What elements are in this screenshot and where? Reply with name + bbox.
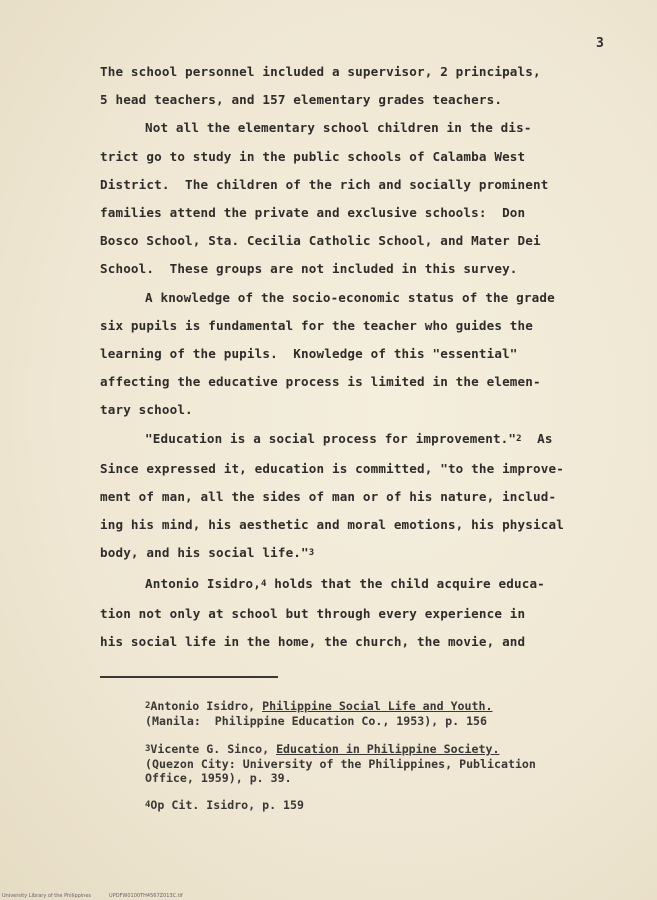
footnote [100, 700, 640, 729]
text-line: District. The children of the rich and socially prominent [100, 176, 549, 192]
footer-library: University Library of the Philippines [2, 893, 92, 899]
text-fragment: holds that the child acquire educa- [266, 575, 545, 591]
text-line: Since expressed it, education is committed, "to the improve- [100, 460, 564, 476]
text-line: The school personnel included a supervisor, 2 principals, [100, 64, 541, 79]
footnote-publication: Office, 1959), p. 39. [145, 770, 292, 785]
footnote-author: Antonio Isidro, [150, 699, 263, 713]
text-line [100, 425, 640, 455]
scan-footer [2, 893, 201, 899]
footnote-author: Vicente G. Sinco, [150, 741, 277, 756]
text-line: his social life in the home, the church, the movie, and [100, 634, 526, 650]
footnote-title: Philippine Social Life and Youth. [262, 699, 493, 713]
footnote [100, 743, 640, 785]
footer-code: UPDFW0100TH4567Z013C.tif [109, 893, 183, 899]
text-line: tion not only at school but through every experience in [100, 605, 526, 621]
footnotes [100, 700, 640, 828]
text-line: ment of man, all the sides of man or of his nature, includ- [100, 489, 557, 505]
footnote-number: 2 [145, 701, 151, 711]
footnote-number: 4 [145, 800, 151, 811]
text-fragment: As [521, 430, 553, 446]
text-line: ing his mind, his aesthetic and moral emotions, his physical [100, 517, 564, 533]
text-line [100, 539, 640, 569]
text-line: affecting the educative process is limited in the elemen- [100, 374, 541, 390]
footnote-number: 3 [145, 743, 151, 754]
text-line: trict go to study in the public schools of Calamba West [100, 148, 526, 164]
footnote-publication: (Manila: Philippine Education Co., 1953), p. 156 [145, 714, 488, 729]
text-line: tary school. [100, 402, 193, 418]
text-line: Not all the elementary school children in the dis- [145, 120, 532, 136]
text-line: families attend the private and exclusive schools: Don [100, 205, 526, 221]
text-line: learning of the pupils. Knowledge of this "essential" [100, 346, 518, 362]
text-fragment: Antonio Isidro, [145, 575, 261, 591]
footnote-ref: 4 [260, 578, 267, 589]
footnote [100, 799, 640, 814]
footnote-text: Op Cit. Isidro, p. 159 [150, 798, 304, 813]
text-line: School. These groups are not included in this survey. [100, 261, 518, 277]
footnote-ref: 2 [516, 433, 522, 444]
text-line: 5 head teachers, and 157 elementary grades teachers. [100, 92, 503, 108]
footnote-title: Education in Philippine Society. [276, 741, 500, 756]
footnote-ref: 3 [308, 548, 315, 559]
text-line: six pupils is fundamental for the teacher who guides the [100, 317, 533, 333]
text-line: A knowledge of the socio-economic status of the grade [145, 289, 555, 305]
page-number: 3 [596, 36, 604, 51]
text-line: Bosco School, Sta. Cecilia Catholic School, and Mater Dei [100, 233, 541, 249]
footnote-divider [100, 676, 278, 678]
text-fragment: body, and his social life." [100, 545, 309, 561]
footnote-publication: (Quezon City: University of the Philippines, Publication [145, 757, 536, 772]
quote-text: "Education is a social process for improvement." [145, 430, 517, 446]
text-line [100, 570, 640, 600]
body-text [100, 58, 640, 656]
